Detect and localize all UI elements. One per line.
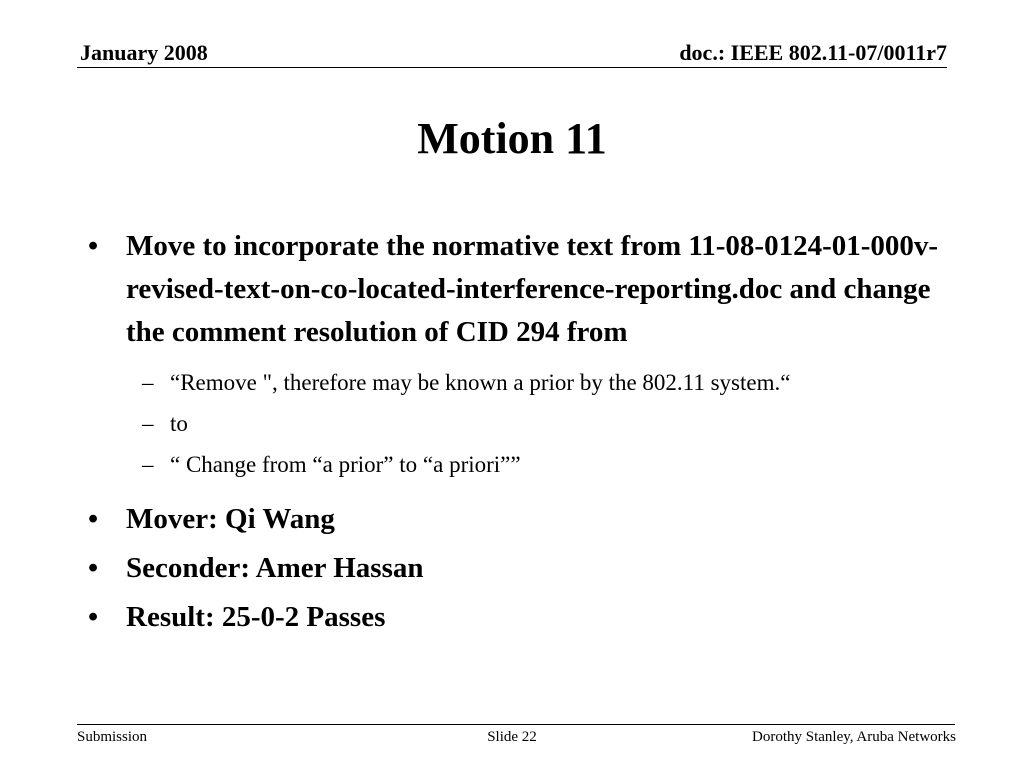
bullet-result xyxy=(86,596,946,639)
bullet-text: Mover: Qi Wang xyxy=(126,503,335,535)
bullet-seconder xyxy=(86,547,946,590)
sub-bullet-marker: – xyxy=(142,411,154,436)
sub-bullet-text: “Remove ", therefore may be known a prior by the 802.11 system.“ xyxy=(170,370,791,395)
bullet-text: Move to incorporate the normative text from 11-08-0124-01-000v-revised-text-on-co-located-interference-reporting.doc and change the comment resolution of CID 294 from xyxy=(126,230,939,348)
bullet-text: Result: 25-0-2 Passes xyxy=(126,601,386,633)
footer-author: Dorothy Stanley, Aruba Networks xyxy=(752,729,956,745)
footer-slide-number: Slide 22 xyxy=(487,729,537,745)
footer-submission: Submission xyxy=(77,729,148,745)
sub-bullet-to xyxy=(86,410,946,438)
sub-bullet-text: to xyxy=(170,411,188,436)
header-doc-id: doc.: IEEE 802.11-07/0011r7 xyxy=(679,40,947,65)
sub-bullet-remove xyxy=(86,369,946,397)
footer-divider xyxy=(77,724,955,725)
sub-bullet-text: “ Change from “a prior” to “a priori”” xyxy=(170,452,521,477)
bullet-mover xyxy=(86,498,946,541)
bullet-marker: • xyxy=(88,503,99,535)
bullet-marker: • xyxy=(88,552,99,584)
bullet-marker: • xyxy=(88,601,99,633)
sub-bullet-marker: – xyxy=(142,452,154,477)
slide-body xyxy=(86,225,946,639)
bullet-text: Seconder: Amer Hassan xyxy=(126,552,424,584)
header-divider xyxy=(77,67,947,68)
bullet-motion-text xyxy=(86,225,946,354)
bullet-marker: • xyxy=(88,230,99,262)
sub-bullet-marker: – xyxy=(142,370,154,395)
sub-bullet-change xyxy=(86,451,946,479)
header-date: January 2008 xyxy=(80,40,208,65)
slide-title: Motion 11 xyxy=(417,114,607,163)
